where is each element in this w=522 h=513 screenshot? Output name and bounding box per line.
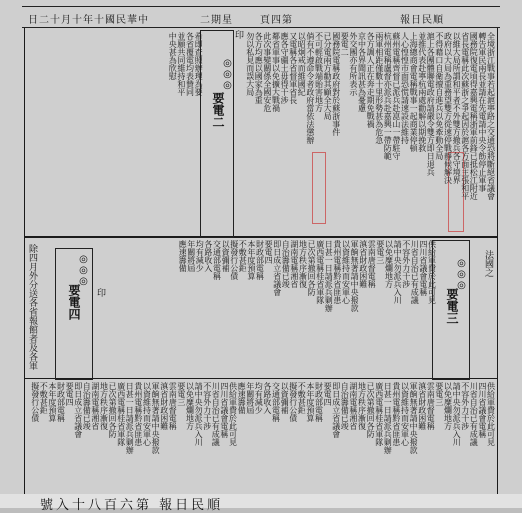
text-column: 即日成立省議會 [331,382,341,438]
text-column: 供給軍費於此可見 [228,382,238,446]
text-column: 各路收入 [262,382,272,414]
text-column: 財政部電稱 [255,240,265,280]
text-column: 滬上各團體聯電政府請嚴令雙方即日退兵 [426,32,436,176]
text-column: 轉告軍民兩長並請在先電請中央令飭停止軍事 [477,32,487,192]
text-column: 全境浙江戰事若起滬寧路之交通恐將斷絕省議會 [486,32,496,200]
text-column: 不容外力干涉 [460,382,470,430]
text-column: 並推代表赴寧杭兩處勸解以期挽救 [417,32,427,152]
text-column: 以資維持而安軍心 [142,382,152,446]
text-column: 廣西電稱桂省軍隊 [315,240,325,304]
text-column: 以資維持而安軍心 [400,382,410,446]
text-column: 以資維持而安軍心 [341,240,351,304]
text-column: 已次第撤回各防 [366,382,376,438]
text-column: 要電四 [65,382,75,406]
text-column: 供給軍費於此可見 [427,240,437,304]
right-border-rule [497,28,498,494]
middle-divider-rule [24,236,498,238]
text-column: 即日成立省議會 [73,382,83,438]
text-column: 要電四 [323,382,333,406]
text-column: 人心惶惶市面恐慌請速設法維持 [400,32,410,144]
text-column: 勿以私見而誤大局 [245,32,255,96]
text-column: 地方秩序漸復 [298,240,308,288]
text-column: 已分電兩方勸其顧全大局 [323,32,333,120]
text-column: 川省自治已有成議 [410,240,420,304]
text-column: 川省自治已有成議 [211,382,221,446]
text-column: 應速籌備 [178,240,188,272]
text-column: 不可輕啟戰端貽害地方 [314,32,324,112]
text-column: 中央甚為欣慰 [168,32,178,80]
text-column: 四川省議會電稱 [219,382,229,438]
text-column: 要電三 [434,382,444,406]
text-column: 均有減少 [254,382,264,414]
text-column: 杭州電稱盧督亦派兵赴嘉興一帶防範 [383,32,393,160]
text-column: 各路收入 [203,240,213,272]
tel3-circles: ◎◎◎ [456,258,467,291]
header-page-number: 頁四第 [260,15,293,26]
text-column: 四川省議會電稱 [477,382,487,438]
text-column: 要電三 [176,382,186,406]
text-column: 不得藉口自衛擅自進兵以免牽動全局 [434,32,444,160]
text-column: 應各守疆土毋得干涉 [280,32,290,104]
tel4-title: 要電四 [67,284,81,320]
text-column: 日甚一日請派兵剿辦 [324,240,334,312]
print-mark-b: 印 [95,288,105,297]
text-column: 擬發行公債 [229,240,239,280]
text-column: 軍餉無著請中央撥款 [151,382,161,454]
text-column: 地方秩序漸復 [99,382,109,430]
text-column: 要電四 [264,240,274,264]
text-column: 廣西電稱桂省軍隊 [116,382,126,446]
header-date: 日二十月十年十國民華中 [28,15,149,26]
text-column: 不敷甚鉅 [297,382,307,414]
header-weekday: 二期星 [200,15,233,26]
text-column: 以免糜爛地方 [384,240,394,288]
tel4-circles: ◎◎◎ [78,254,89,287]
text-column: 並願共同維持和平 [176,32,186,96]
text-column: 廣西電稱桂省軍隊 [374,382,384,446]
text-column: 本年度預算 [305,382,315,422]
lower-divider-rule [24,378,498,379]
text-column: 年關將屆 [245,382,255,414]
text-column: 已次第撤回各防 [108,382,118,438]
text-column: 要電二 [340,32,350,56]
text-column: 以資彌補 [280,382,290,414]
text-column: 要電三 [375,240,385,264]
text-column: 本年度預算 [246,240,256,280]
text-column: 雲南唐督電稱 [367,240,377,288]
text-column: 湖南電稱湘省 [348,382,358,430]
text-column: 地方秩序漸復 [357,382,367,430]
text-column: 請中央勿派兵入川 [452,382,462,446]
text-column: 貴州電稱黔省匪患 [332,240,342,304]
text-column: 四川省議會電稱 [418,240,428,296]
text-column: 此次事變關係全國安危 [262,32,272,112]
text-column: 不容外力干涉 [202,382,212,430]
text-column: 已次第撤回各防 [307,240,317,296]
text-column: 各方均應以國家為重 [254,32,264,104]
text-column: 以資彌補 [221,240,231,272]
text-column: 外交團亦有所表示 [348,32,358,96]
text-column: 國務院復電頃得嘉興電稱浙軍前鋒已抵松江附近 [469,32,479,200]
text-column: 各方調人正在奔走期免戰禍 [366,32,376,128]
text-column: 希即查照辦理為要 [194,32,204,96]
header-top-rule [22,6,500,7]
text-column: 日甚一日請派兵剿辦 [383,382,393,454]
text-column: 貴州電稱黔省匪患 [391,382,401,446]
tel2-circles: ◎◎◎ [222,58,233,91]
text-column: 均有減少 [195,240,205,272]
text-column: 滇省財政困難 [159,382,169,430]
text-column: 自治籌備已竣 [281,240,291,288]
text-column: 京中各界聞訊甚為憂慮 [357,32,367,112]
side-note-b: 除四月外分送各省報館者及各軍 [27,244,37,370]
text-column: 又電稱各省督軍省長 [288,32,298,104]
text-column: 自治籌備已竣 [82,382,92,430]
print-mark-a: 印 [233,30,243,39]
text-column: 國務院電稱政府對於蘇浙事件 [331,32,341,136]
text-column: 不敷甚鉅 [39,382,49,414]
text-column: 貴州電稱黔省匪患 [133,382,143,446]
side-note-a: 法國之 [483,250,493,277]
text-column: 湖南電稱湘省 [289,240,299,288]
text-column: 應速籌備 [237,382,247,414]
text-column: 湖南電稱湘省 [90,382,100,430]
tel3-title: 要電三 [445,288,459,324]
text-column: 滇省財政困難 [358,240,368,288]
text-column: 供給軍費於此可見 [486,382,496,446]
text-column: 雲南唐督電稱 [168,382,178,430]
page-header [0,0,522,30]
text-column: 各省覆電均表贊同 [185,32,195,96]
text-column: 交通部電稱 [212,240,222,280]
text-column: 川省自治已有成議 [469,382,479,446]
header-masthead: 報日民順 [400,15,444,26]
text-column: 以免糜爛地方 [185,382,195,430]
text-column: 不敷甚鉅 [238,240,248,272]
text-column: 雲南唐督電稱 [426,382,436,430]
page-footer [0,494,522,513]
text-column: 以昭炯戒而維國紀 [297,32,307,96]
text-column: 上海總商會電稱戰事一起商業停頓 [409,32,419,152]
header-bottom-rule [22,27,500,28]
text-column: 請中央勿派兵入川 [194,382,204,446]
text-column: 兩軍相距僅數十里形勢甚為危急 [374,32,384,144]
text-column: 政府以大局為重務望雙方從速停戰靜候解決 [443,32,453,184]
text-column: 以維大局所謂和平者不外雙方撤兵各守境界 [452,32,462,184]
footer-text: 號入十八百六第 報日民順 [40,498,224,513]
text-column: 倘有不遵命令者政府當依法懲辦 [305,32,315,144]
text-column: 自治籌備已竣 [340,382,350,430]
text-column: 擬發行公債 [30,382,40,422]
left-border-rule [24,28,25,494]
text-column: 滇省財政困難 [417,382,427,430]
text-column: 交通部電稱 [271,382,281,422]
text-column: 即日成立省議會 [272,240,282,296]
text-column: 本年度預算 [47,382,57,422]
text-column: 軍餉無著請中央撥款 [409,382,419,454]
text-column: 年關將屆 [186,240,196,272]
text-column: 不容外力干涉 [401,240,411,288]
text-column: 財政部電稱 [56,382,66,422]
text-column: 財政部電稱 [314,382,324,422]
tel2-title: 要電二 [211,92,225,128]
text-column: 請中央勿派兵入川 [393,240,403,304]
text-column: 軍餉無著請中央撥款 [350,240,360,312]
text-column: 省長電稱此次蘇浙之爭起因於滬各方面主張和平 [460,32,470,200]
text-column: 日甚一日請派兵剿辦 [125,382,135,454]
text-column: 擬發行公債 [288,382,298,422]
text-column: 蘇州電稱齊督已派兵赴崑山一帶駐守 [391,32,401,160]
text-column: 以免糜爛地方 [443,382,453,430]
text-column: 鄰省軍事以免擴大戰禍 [271,32,281,112]
